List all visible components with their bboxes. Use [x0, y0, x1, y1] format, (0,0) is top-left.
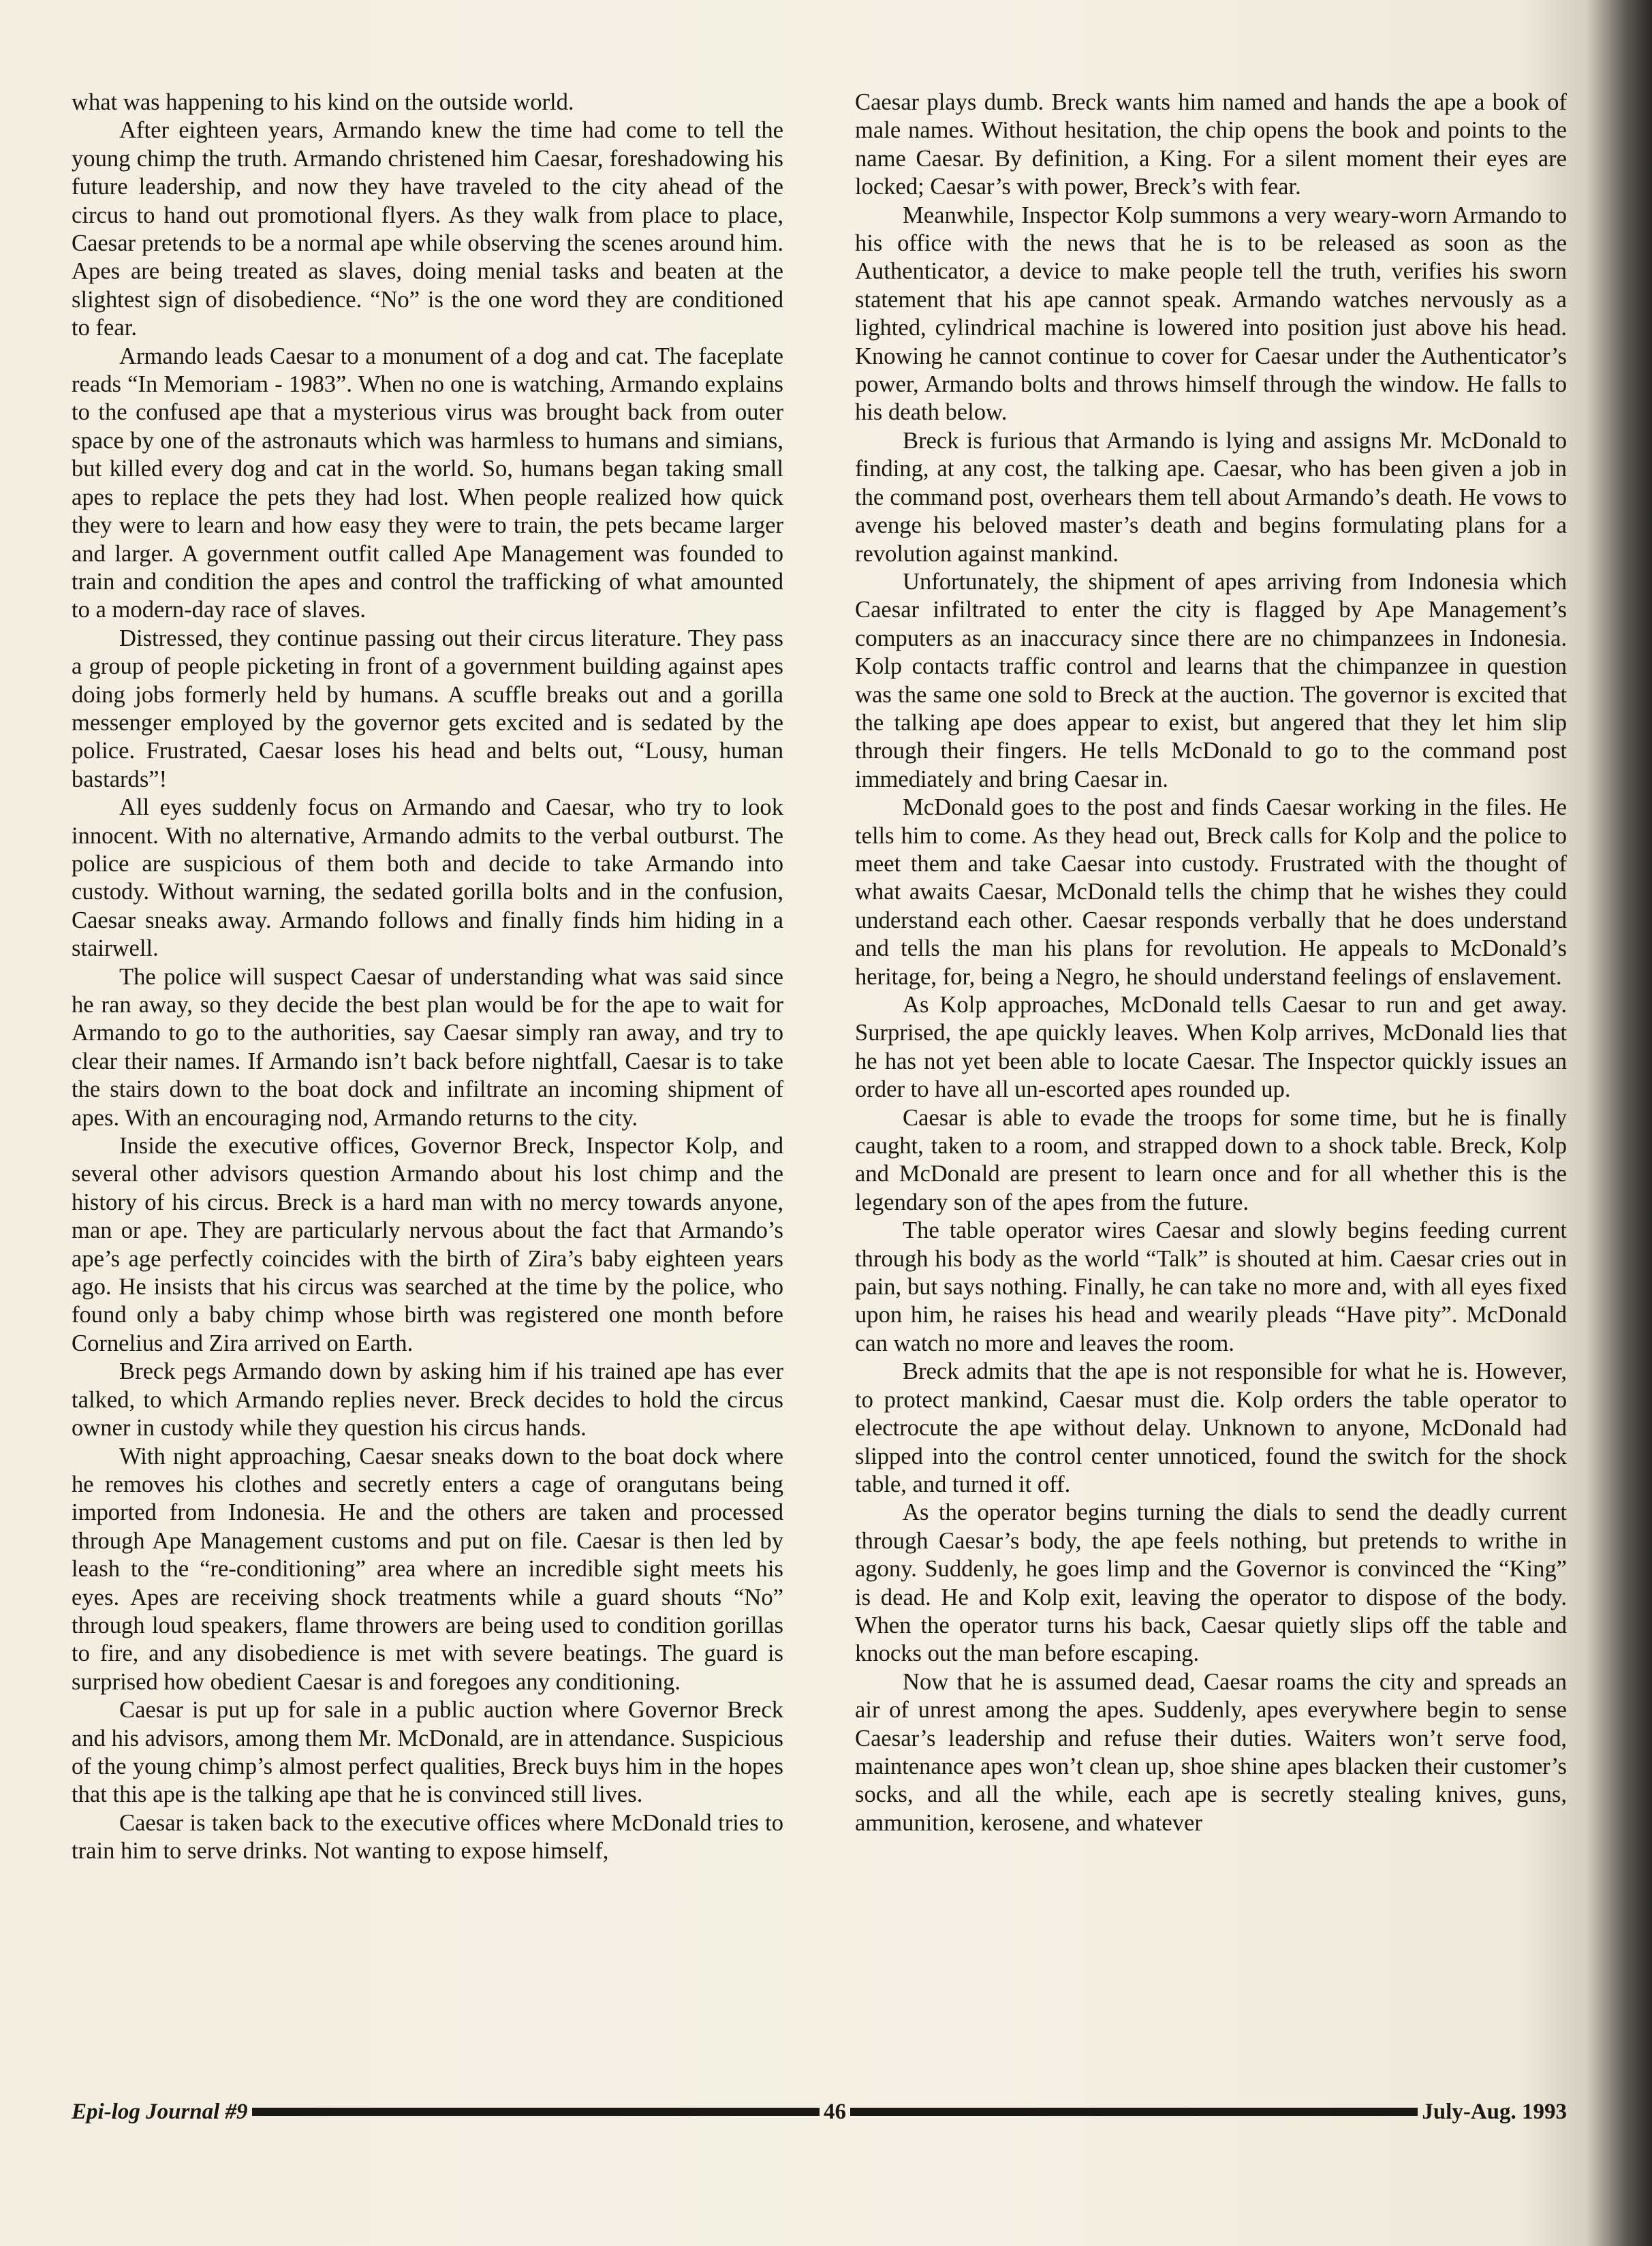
- paragraph: Caesar plays dumb. Breck wants him named and hands the ape a book of male names. Without hesitation, the chip opens the book and points to the name Caesar. By definition, a King. For a silent moment their eyes are locked; Caesar’s with power, Breck’s with fear.: [855, 89, 1567, 200]
- issue-date: July-Aug. 1993: [1422, 2099, 1568, 2124]
- paragraph: With night approaching, Caesar sneaks down to the boat dock where he removes his clothes and secretly enters a cage of orangutans being imported from Indonesia. He and the others are taken and processed through Ape Management customs and put on file. Caesar is then led by leash to the “re-conditioning” area where an incredible sight meets his eyes. Apes are receiving shock treatments while a guard shouts “No” through loud speakers, flame throwers are being used to condition gorillas to fire, and any disobedience is met with severe beatings. The guard is surprised how obedient Caesar is and foregoes any conditioning.: [72, 1443, 783, 1695]
- left-text-column: [72, 89, 783, 1866]
- paragraph: As Kolp approaches, McDonald tells Caesar to run and get away. Surprised, the ape quickly leaves. When Kolp arrives, McDonald lies that he has not yet been able to locate Caesar. The Inspector quickly issues an order to have all un-escorted apes rounded up.: [855, 992, 1567, 1103]
- right-text-column: [855, 89, 1567, 1837]
- paragraph: what was happening to his kind on the outside world.: [72, 89, 574, 115]
- page-footer: [72, 2098, 1567, 2125]
- footer-rule-left: [252, 2108, 820, 2116]
- page-number: 46: [823, 2099, 846, 2124]
- paragraph: Breck pegs Armando down by asking him if his trained ape has ever talked, to which Armando replies never. Breck decides to hold the circus owner in custody while they question his circus hands.: [72, 1358, 783, 1441]
- paragraph: Distressed, they continue passing out their circus literature. They pass a group of people picketing in front of a government building against apes doing jobs formerly held by humans. A scuffle breaks out and a gorilla messenger employed by the governor gets excited and is sedated by the police. Frustrated, Caesar loses his head and belts out, “Lousy, human bastards”!: [72, 625, 783, 792]
- paragraph: Now that he is assumed dead, Caesar roams the city and spreads an air of unrest among the apes. Suddenly, apes everywhere begin to sense Caesar’s leadership and refuse their duties. Waiters won’t serve food, maintenance apes won’t clean up, shoe shine apes blacken their customer’s socks, and all the while, each ape is secretly stealing knives, guns, ammunition, kerosene, and whatever: [855, 1668, 1567, 1836]
- paragraph: After eighteen years, Armando knew the time had come to tell the young chimp the truth. Armando christened him Caesar, foreshadowing his future leadership, and now they have traveled to the city ahead of the circus to hand out promotional flyers. As they walk from place to place, Caesar pretends to be a normal ape while observing the scenes around him. Apes are being treated as slaves, doing menial tasks and beaten at the slightest sign of disobedience. “No” is the one word they are conditioned to fear.: [72, 117, 783, 341]
- paragraph: All eyes suddenly focus on Armando and Caesar, who try to look innocent. With no alternative, Armando admits to the verbal outburst. The police are suspicious of them both and decide to take Armando into custody. Without warning, the sedated gorilla bolts and in the confusion, Caesar sneaks away. Armando follows and finally finds him hiding in a stairwell.: [72, 794, 783, 962]
- paragraph: The police will suspect Caesar of understanding what was said since he ran away, so they decide the best plan would be for the ape to wait for Armando to go to the authorities, say Caesar simply ran away, and try to clear their names. If Armando isn’t back before nightfall, Caesar is to take the stairs down to the boat dock and infiltrate an incoming shipment of apes. With an encouraging nod, Armando returns to the city.: [72, 963, 783, 1131]
- paragraph: Armando leads Caesar to a monument of a dog and cat. The faceplate reads “In Memoriam - 1983”. When no one is watching, Armando explains to the confused ape that a mysterious virus was brought back from outer space by one of the astronauts which was harmless to humans and simians, but killed every dog and cat in the world. So, humans began taking small apes to replace the pets they had lost. When people realized how quick they were to learn and how easy they were to train, the pets became larger and larger. A government outfit called Ape Management was founded to train and condition the apes and control the trafficking of what amounted to a modern-day race of slaves.: [72, 343, 783, 623]
- paragraph: Breck is furious that Armando is lying and assigns Mr. McDonald to finding, at any cost, the talking ape. Caesar, who has been given a job in the command post, overhears them tell about Armando’s death. He vows to avenge his beloved master’s death and begins formulating plans for a revolution against mankind.: [855, 427, 1567, 567]
- paragraph: As the operator begins turning the dials to send the deadly current through Caesar’s body, the ape feels nothing, but pretends to writhe in agony. Suddenly, he goes limp and the Governor is convinced the “King” is dead. He and Kolp exit, leaving the operator to dispose of the body. When the operator turns his back, Caesar quietly slips off the table and knocks out the man before escaping.: [855, 1499, 1567, 1667]
- footer-rule-right: [850, 2108, 1418, 2116]
- paragraph: Caesar is able to evade the troops for some time, but he is finally caught, taken to a room, and strapped down to a shock table. Breck, Kolp and McDonald are present to learn once and for all whether this is the legendary son of the apes from the future.: [855, 1104, 1567, 1215]
- paragraph: Meanwhile, Inspector Kolp summons a very weary-worn Armando to his office with the news that he is to be released as soon as the Authenticator, a device to make people tell the truth, verifies his sworn statement that his ape cannot speak. Armando watches nervously as a lighted, cylindrical machine is lowered into position just above his head. Knowing he cannot continue to cover for Caesar under the Authenticator’s power, Armando bolts and throws himself through the window. He falls to his death below.: [855, 202, 1567, 426]
- paragraph: McDonald goes to the post and finds Caesar working in the files. He tells him to come. As they head out, Breck calls for Kolp and the police to meet them and take Caesar into custody. Frustrated with the thought of what awaits Caesar, McDonald tells the chimp that he wishes they could understand each other. Caesar responds verbally that he does understand and tells the man his plans for revolution. He appeals to McDonald’s heritage, for, being a Negro, he should understand feelings of enslavement.: [855, 794, 1567, 990]
- paragraph: Caesar is put up for sale in a public auction where Governor Breck and his advisors, among them Mr. McDonald, are in attendance. Suspicious of the young chimp’s almost perfect qualities, Breck buys him in the hopes that this ape is the talking ape that he is convinced still lives.: [72, 1697, 783, 1808]
- paragraph: Unfortunately, the shipment of apes arriving from Indonesia which Caesar infiltrated to enter the city is flagged by Ape Management’s computers as an inaccuracy since there are no chimpanzees in Indonesia. Kolp contacts traffic control and learns that the chimpanzee in question was the same one sold to Breck at the auction. The governor is excited that the talking ape does appear to exist, but angered that they let him slip through their fingers. He tells McDonald to go to the command post immediately and bring Caesar in.: [855, 568, 1567, 792]
- paragraph: Breck admits that the ape is not responsible for what he is. However, to protect mankind, Caesar must die. Kolp orders the table operator to electrocute the ape without delay. Unknown to anyone, McDonald had slipped into the control center unnoticed, found the switch for the shock table, and turned it off.: [855, 1358, 1567, 1497]
- paragraph: Caesar is taken back to the executive offices where McDonald tries to train him to serve drinks. Not wanting to expose himself,: [72, 1809, 783, 1865]
- paragraph: The table operator wires Caesar and slowly begins feeding current through his body as the world “Talk” is shouted at him. Caesar cries out in pain, but says nothing. Finally, he can take no more and, with all eyes fixed upon him, he raises his head and wearily pleads “Have pity”. McDonald can watch no more and leaves the room.: [855, 1217, 1567, 1356]
- journal-title: Epi-log Journal #9: [72, 2099, 248, 2124]
- paragraph: Inside the executive offices, Governor Breck, Inspector Kolp, and several other advisors question Armando about his lost chimp and the history of his circus. Breck is a hard man with no mercy towards anyone, man or ape. They are particularly nervous about the fact that Armando’s ape’s age perfectly coincides with the birth of Zira’s baby eighteen years ago. He insists that his circus was searched at the time by the police, who found only a baby chimp whose birth was registered one month before Cornelius and Zira arrived on Earth.: [72, 1133, 783, 1356]
